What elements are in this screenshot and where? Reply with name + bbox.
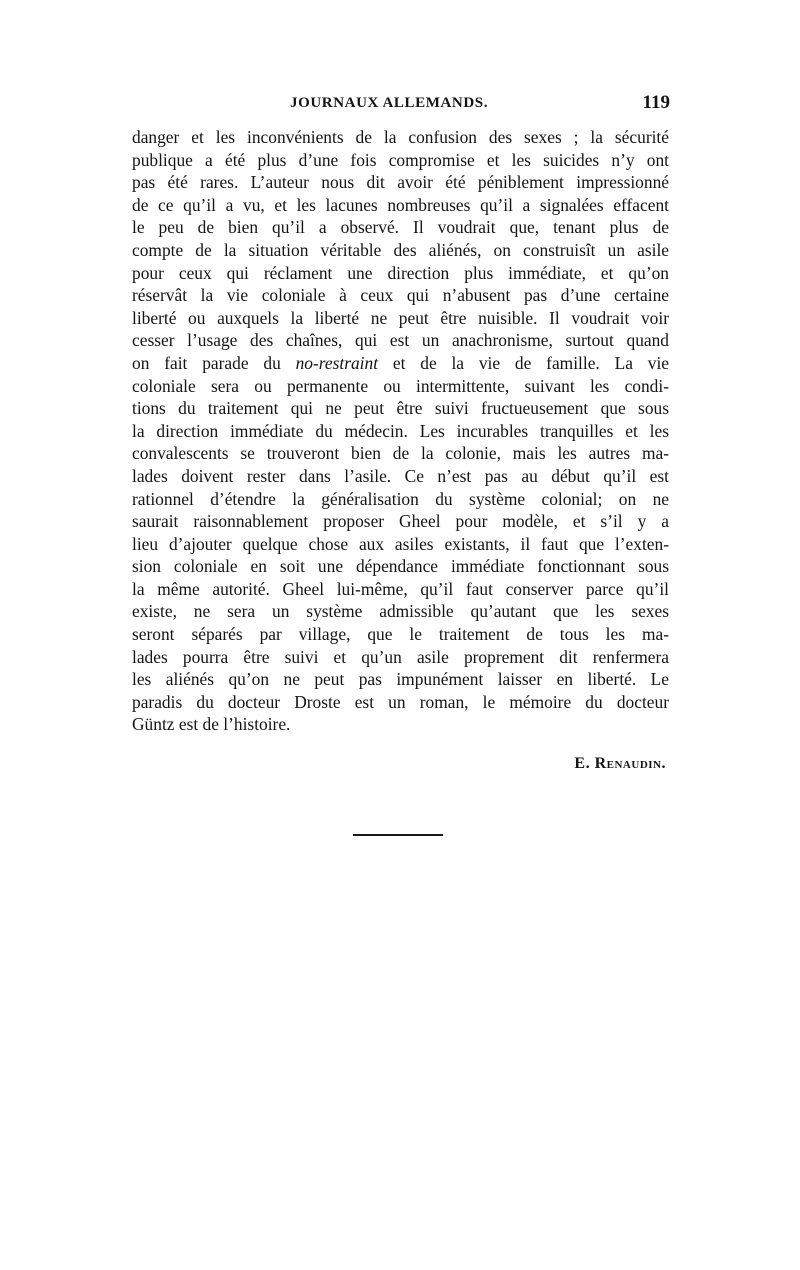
- text-line-with-italic: [132, 352, 669, 375]
- text-line: existe, ne sera un système admissible qu’autant que les sexes: [132, 601, 669, 622]
- text-segment: et de la vie de famille. La vie: [378, 352, 669, 373]
- text-line: tions du traitement qui ne peut être suivi fructueusement que sous: [132, 398, 669, 419]
- page-header: [130, 90, 670, 116]
- text-line: paradis du docteur Droste est un roman, le mémoire du docteur: [132, 691, 669, 712]
- text-line: lades pourra être suivi et qu’un asile proprement dit renfermera: [132, 646, 669, 667]
- page-number: 119: [642, 92, 670, 113]
- text-line: liberté ou auxquels la liberté ne peut être nuisible. Il voudrait voir: [132, 307, 669, 328]
- text-line: pour ceux qui réclament une direction plus immédiate, et qu’on: [132, 262, 669, 283]
- text-line: saurait raisonnablement proposer Gheel pour modèle, et s’il y a: [132, 511, 669, 532]
- text-line: rationnel d’étendre la généralisation du système colonial; on ne: [132, 488, 669, 509]
- text-line: la direction immédiate du médecin. Les incurables tranquilles et les: [132, 420, 669, 441]
- text-line: seront séparés par village, que le traitement de tous les ma-: [132, 624, 669, 645]
- text-line: réservât la vie coloniale à ceux qui n’abusent pas d’une certaine: [132, 285, 669, 306]
- text-line: convalescents se trouveront bien de la colonie, mais les autres ma-: [132, 443, 669, 464]
- text-line: coloniale sera ou permanente ou intermittente, suivant les condi-: [132, 375, 669, 396]
- text-line: Güntz est de l’histoire.: [132, 714, 291, 735]
- body-paragraph: [132, 126, 669, 736]
- running-title: JOURNAUX ALLEMANDS.: [290, 95, 489, 111]
- author-signature: [574, 752, 666, 776]
- text-line: compte de la situation véritable des aliénés, on construisît un asile: [132, 239, 669, 260]
- italic-term: no-restraint: [295, 352, 379, 373]
- text-line: cesser l’usage des chaînes, qui est un anachronisme, surtout quand: [132, 330, 669, 351]
- text-line: danger et les inconvénients de la confusion des sexes ; la sécurité: [132, 127, 669, 147]
- end-rule: [353, 834, 443, 836]
- text-segment: on fait parade du: [132, 352, 296, 373]
- text-line: lades doivent rester dans l’asile. Ce n’est pas au début qu’il est: [132, 465, 669, 486]
- text-line: publique a été plus d’une fois compromise et les suicides n’y ont: [132, 149, 669, 170]
- text-line: lieu d’ajouter quelque chose aux asiles existants, il faut que l’exten-: [132, 533, 669, 554]
- author-name: E. Renaudin.: [574, 755, 666, 772]
- text-line: de ce qu’il a vu, et les lacunes nombreuses qu’il a signalées effacent: [132, 194, 669, 215]
- text-line: pas été rares. L’auteur nous dit avoir été péniblement impressionné: [132, 172, 669, 193]
- text-line: la même autorité. Gheel lui-même, qu’il faut conserver parce qu’il: [132, 578, 669, 599]
- text-line: le peu de bien qu’il a observé. Il voudrait que, tenant plus de: [132, 217, 669, 238]
- text-line: les aliénés qu’on ne peut pas impunément laisser en liberté. Le: [132, 669, 669, 690]
- text-line: sion coloniale en soit une dépendance immédiate fonctionnant sous: [132, 556, 669, 577]
